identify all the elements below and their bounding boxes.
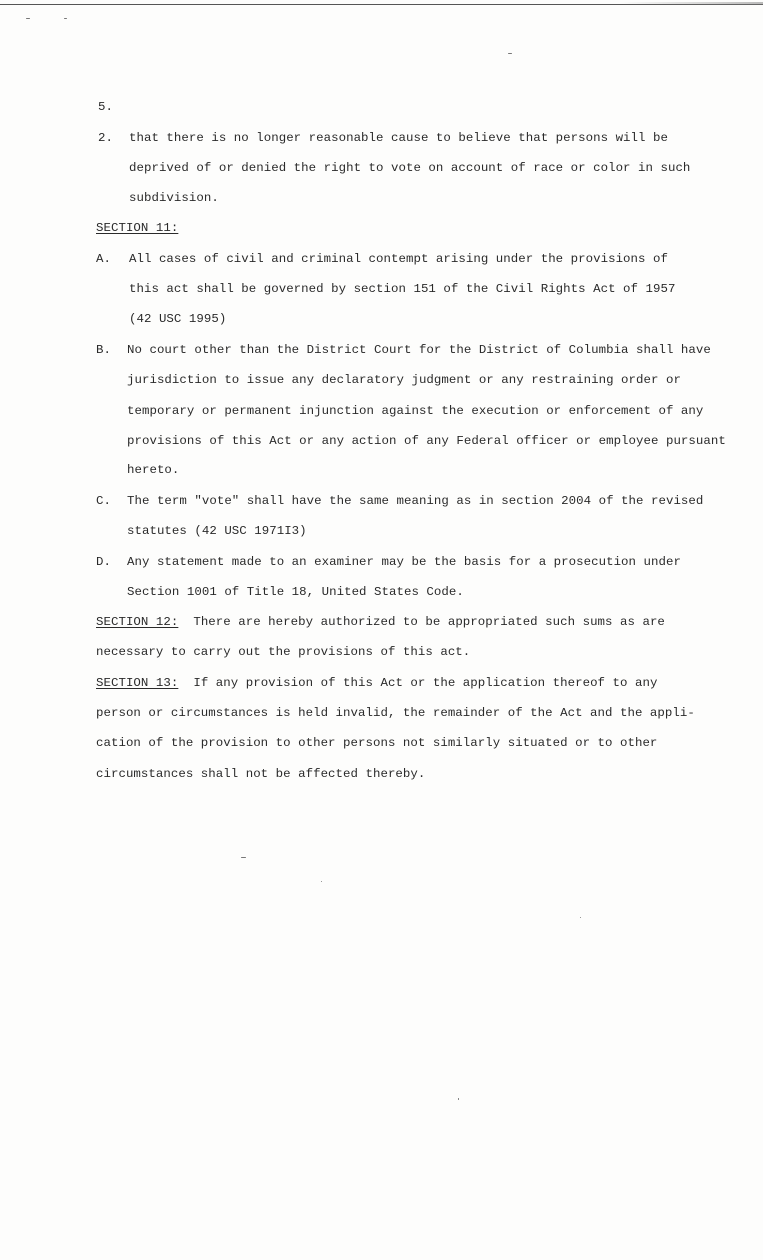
section-heading: SECTION 11: <box>96 221 179 235</box>
top-edge-smudge <box>620 2 763 5</box>
paragraph-line: No court other than the District Court for the District of Columbia shall have <box>127 343 711 357</box>
item-marker: 2. <box>98 131 113 145</box>
scan-speck <box>458 1098 459 1100</box>
scan-speck <box>241 857 246 858</box>
paragraph-line: There are hereby authorized to be appropriated such sums as are <box>193 615 665 629</box>
paragraph-line: circumstances shall not be affected thereby. <box>96 767 426 781</box>
scan-speck <box>64 18 67 19</box>
paragraph-line: subdivision. <box>129 191 219 205</box>
scan-speck <box>26 18 30 19</box>
paragraph-line: temporary or permanent injunction against the execution or enforcement of any <box>127 404 704 418</box>
paragraph-line: The term "vote" shall have the same meaning as in section 2004 of the revised <box>127 494 704 508</box>
paragraph-line: All cases of civil and criminal contempt arising under the provisions of <box>129 252 668 266</box>
section-heading: SECTION 13: <box>96 676 179 690</box>
item-marker: B. <box>96 343 111 357</box>
paragraph-line: hereto. <box>127 463 180 477</box>
paragraph-line: statutes (42 USC 1971I3) <box>127 524 307 538</box>
scan-speck <box>321 881 322 882</box>
paragraph-line: Section 1001 of Title 18, United States Code. <box>127 585 464 599</box>
paragraph-line: that there is no longer reasonable cause to believe that persons will be <box>129 131 668 145</box>
section-paragraph <box>96 676 657 690</box>
paragraph-line: jurisdiction to issue any declaratory judgment or any restraining order or <box>127 373 681 387</box>
item-marker: C. <box>96 494 111 508</box>
item-marker: D. <box>96 555 111 569</box>
scan-speck <box>580 917 581 918</box>
paragraph-line: necessary to carry out the provisions of this act. <box>96 645 471 659</box>
section-heading: SECTION 12: <box>96 615 179 629</box>
paragraph-line: provisions of this Act or any action of any Federal officer or employee pursuant <box>127 434 726 448</box>
item-marker: A. <box>96 252 111 266</box>
paragraph-line: deprived of or denied the right to vote on account of race or color in such <box>129 161 691 175</box>
paragraph-line: this act shall be governed by section 151 of the Civil Rights Act of 1957 <box>129 282 676 296</box>
paragraph-line: (42 USC 1995) <box>129 312 227 326</box>
paragraph-line: cation of the provision to other persons not similarly situated or to other <box>96 736 658 750</box>
scan-speck <box>508 53 512 54</box>
paragraph-line: person or circumstances is held invalid, the remainder of the Act and the appli- <box>96 706 695 720</box>
paragraph-line: If any provision of this Act or the application thereof to any <box>193 676 658 690</box>
section-paragraph <box>96 615 665 629</box>
paragraph-line: Any statement made to an examiner may be the basis for a prosecution under <box>127 555 681 569</box>
page-number: 5. <box>98 100 113 114</box>
